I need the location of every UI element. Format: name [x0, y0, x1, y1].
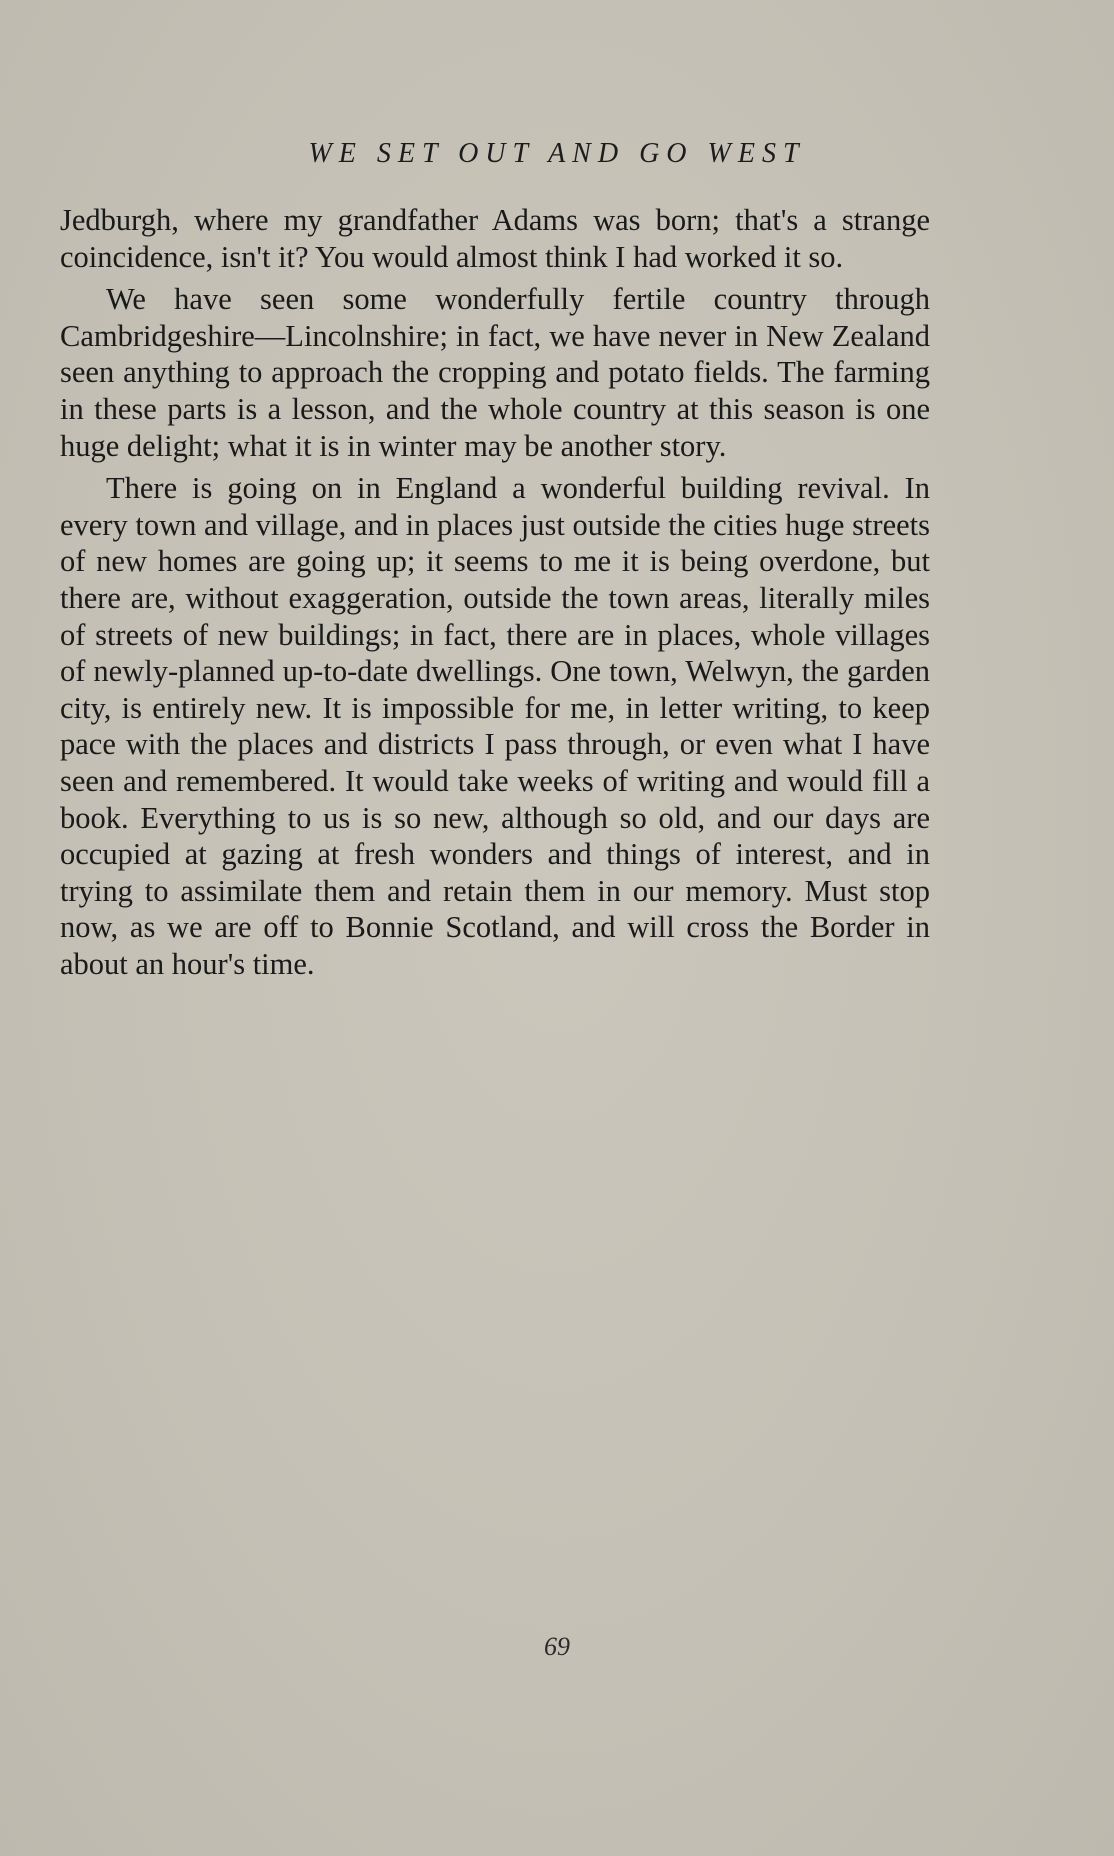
- page-number: 69: [544, 1632, 570, 1661]
- paragraph-2: We have seen some wonderfully fertile country through Cambridgeshire—Lincolnshire; in fact, we have never in New Zealand seen anything to approach the cropping and potato fields. The farming in these parts is a lesson, and the whole country at this season is one huge delight; what it is in winter may be another story.: [60, 282, 930, 463]
- running-head: WE SET OUT AND GO WEST: [308, 138, 806, 169]
- paragraph-1: Jedburgh, where my grandfather Adams was born; that's a strange coincidence, isn't it? You would almost think I had worked it so.: [60, 203, 930, 274]
- body-text: [60, 202, 930, 982]
- paragraph-3: There is going on in England a wonderful building revival. In every town and village, and in places just outside the cities huge streets of new homes are going up; it seems to me it is being overdone, but there are, without exaggeration, outside the town areas, literally miles of streets of new buildings; in fact, there are in places, whole villages of newly-planned up-to-date dwellings. One town, Welwyn, the garden city, is entirely new. It is impossible for me, in letter writing, to keep pace with the places and districts I pass through, or even what I have seen and remembered. It would take weeks of writing and would fill a book. Everything to us is so new, although so old, and our days are occupied at gazing at fresh wonders and things of interest, and in trying to assimilate them and retain them in our memory. Must stop now, as we are off to Bonnie Scotland, and will cross the Border in about an hour's time.: [60, 471, 930, 981]
